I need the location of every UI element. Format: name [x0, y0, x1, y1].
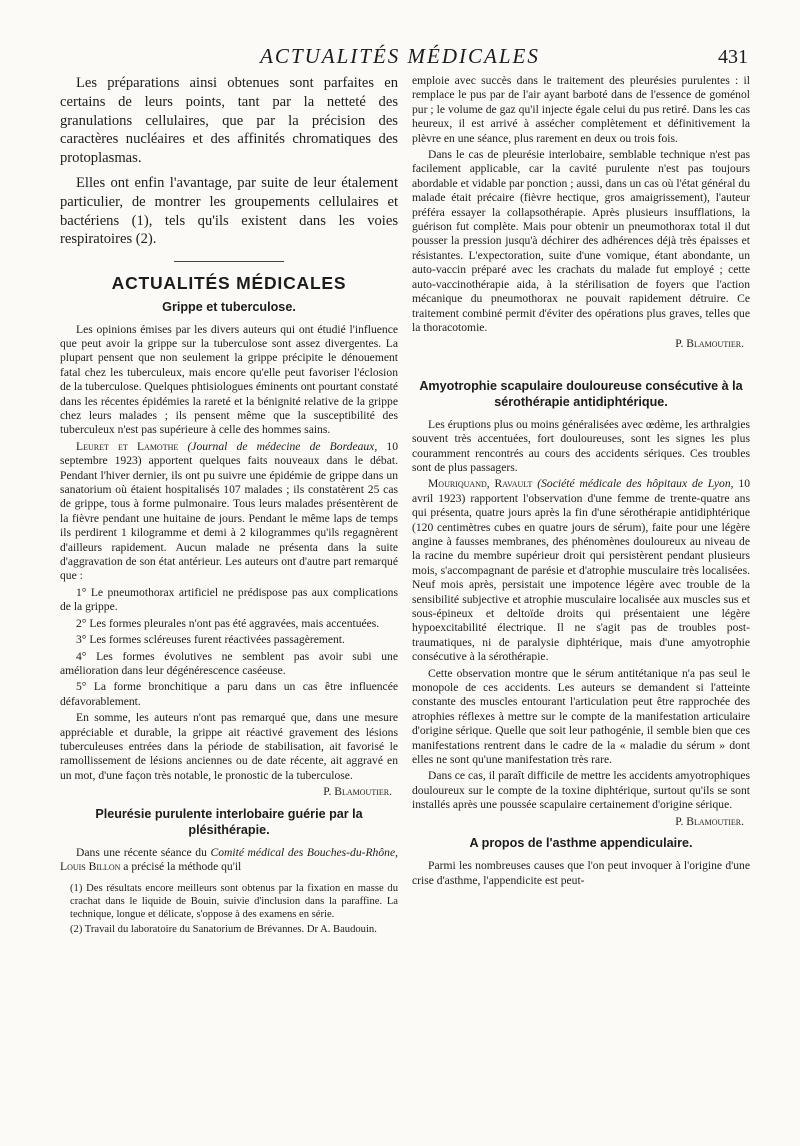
- authors: Louis Billon: [60, 859, 121, 873]
- intro-paragraph: Elles ont enfin l'avantage, par suite de leur étalement particulier, de montrer les groupements cellulaires et bactériens (1), tels qu'ils existent dans les voies respiratoires (2).: [60, 174, 398, 248]
- footnote: (1) Des résultats encore meilleurs sont obtenus par la fixation en masse du crachat dans le liquide de Bouin, suivie d'inclusion dans la paraffine. La technique, longue et délicate, s'oppose à des examens en série.: [70, 883, 398, 921]
- intro-block: [60, 74, 398, 249]
- paragraph: emploie avec succès dans le traitement des pleurésies purulentes : il remplace le pus par de l'air ayant barboté dans de l'essence de goménol pur ; le volume de gaz qu'il injecte égale celui du pus retiré. Dans les cas heureux, il est arrivé à assécher complètement et définitivement la plèvre en une séance, plus rarement en deux ou trois fois.: [412, 74, 750, 145]
- article-title-pleuresie: Pleurésie purulente interlobaire guérie par la plésithérapie.: [95, 806, 363, 837]
- article-title-asthme: A propos de l'asthme appendiculaire.: [469, 836, 693, 851]
- paragraph: Mouriquand, Ravault (Société médicale des hôpitaux de Lyon, 10 avril 1923) rapportent l'observation d'une femme de trente-quatre ans qui présenta, quatre jours après la fin d'une sérothérapie antidiphtérique (120 centimètres cubes en quatre jours de sérum), faite pour une légère angine à fausses membranes, des phénomènes douloureux au niveau de la racine du membre supérieur droit qui persistèrent pendant plusieurs mois, s'accompagnant de parésie et d'atrophie musculaire très localisées. Neuf mois après, persistait une impotence légère avec trouble de la sensibilité subjective et atrophie musculaire localisée aux muscles sus et sous-épineux et deltoïde droits qui présentaient une légère hypoexcitabilité électrique. Il ne s'agit pas de troubles post-traumatiques, ni de paralysie diphtérique, mais d'une amyotrophie consécutive à la sérothérapie.: [412, 477, 751, 664]
- authors: Leuret et Lamothe: [76, 439, 179, 453]
- right-column: [412, 74, 750, 890]
- society-citation: Comité médical des Bouches-du-Rhône,: [210, 845, 398, 859]
- signature: P. Blamoutier.: [675, 814, 744, 828]
- signature: P. Blamoutier.: [675, 337, 744, 351]
- paragraph: Parmi les nombreuses causes que l'on peut invoquer à l'origine d'une crise d'asthme, l'appendicite est peut-: [412, 859, 750, 887]
- paragraph-text: 10 septembre 1923) apportent quelques faits nouveaux dans le débat. Pendant l'hiver dernier, ils ont pu suivre une épidémie de grippe dans un sanatorium où étaient hospitalisés 107 malades ; ils constatèrent 25 cas de grippe, tous à forme pulmonaire. Tous leurs malades présentèrent de la fièvre pendant une huitaine de jours. Pendant le même laps de temps ils perdirent 1 kilogramme et demi à 2 kilogrammes qu'ils regagnèrent d'ailleurs rapidement. Aucun malade ne présenta dans la suite d'aggravation de son état antérieur. Les auteurs ont d'autre part remarqué que :: [60, 439, 398, 583]
- paragraph: Les éruptions plus ou moins généralisées avec œdème, les arthralgies souvent très accentuées, fort douloureuses, sont les signes les plus couramment rencontrés au cours des accidents sériques. Ces troubles sont de plus passagers.: [412, 417, 750, 474]
- article-title-grippe: Grippe et tuberculose.: [162, 299, 296, 314]
- signature: P. Blamoutier.: [323, 785, 392, 799]
- paragraph: Dans ce cas, il paraît difficile de mettre les accidents amyotrophiques douloureux sur le compte de la toxine diphtérique, surtout qu'ils se sont installés après une poussée scapulaire certainement d'origine sérique.: [412, 769, 750, 812]
- paragraph: Dans le cas de pleurésie interlobaire, semblable technique n'est pas facilement applicable, car la cavité purulente n'est pas toujours abordable et vidable par ponction ; aussi, dans un cas où l'état général du malade était précaire (fièvre hectique, gros amaigrissement), l'auteur préféra essayer la collapsothérapie. Après plusieurs insufflations, la guérison fut complète. Mais pour obtenir un pneumothorax total il dut pousser la pression jusqu'à déchirer des adhérences déjà très épaisses et résistantes. L'expectoration, suite d'une vomique, étant abondante, un auto-vaccin préparé avec les crachats du malade fut employé ; cette auto-vaccinothérapie aida, à la stérilisation de foyers que l'action mécanique du pneumothorax ne pouvait rapidement détruire. Ce traitement combiné permit d'éviter des opérations plus graves, telles que la thoracotomie.: [412, 148, 750, 334]
- page-number: 431: [718, 46, 748, 68]
- section-title: ACTUALITÉS MÉDICALES: [111, 273, 347, 294]
- authors: Mouriquand, Ravault: [428, 477, 533, 491]
- section-divider: [174, 261, 284, 262]
- list-item: 1° Le pneumothorax artificiel ne prédispose pas aux complications de la grippe.: [60, 585, 398, 614]
- society-citation: (Société médicale des hôpitaux de Lyon,: [537, 477, 734, 491]
- list-item: 4° Les formes évolutives ne semblent pas avoir subi une amélioration dans leur dégénérescence caséeuse.: [60, 649, 398, 677]
- paragraph: Cette observation montre que le sérum antitétanique n'a pas seul le monopole de ces accidents. Les auteurs se demandent si l'atteinte constante des muscles entourant l'articulation peut être rapprochée des atrophies réflexes à mettre sur le compte de la manifestation articulaire d'origine sérique. Quelle que soit leur pathogénie, il semble bien que ces manifestations rentrent dans le cadre de la « maladie du sérum » dont elles ne sont qu'une manifestation très rare.: [412, 666, 750, 767]
- spacer: [412, 358, 750, 372]
- paragraph: En somme, les auteurs n'ont pas remarqué que, dans une mesure appréciable et durable, la grippe ait réactivé gravement des lésions tuberculeuses entrées dans la période de stabilisation, ait favorisé le ramollissement de lésions anciennes ou de date récente, ait aggravé en un mot, d'une façon très notable, le pronostic de la tuberculose.: [60, 711, 398, 782]
- journal-citation: (Journal de médecine de Bordeaux,: [187, 439, 378, 453]
- paragraph: Les opinions émises par les divers auteurs qui ont étudié l'influence que peut avoir la grippe sur la tuberculose sont assez divergentes. La plupart pensent que non seulement la grippe précipite le dénouement fatal chez les tuberculeux, mais encore qu'elle peut favoriser l'éclosion de la tuberculose. Quelques phtisiologues éminents ont pourtant constaté dans les récentes épidémies la rareté et la bénignité relative de la grippe chez leurs malades ; ils pensent même que la susceptibilité des tuberculeux n'est pas supérieure à celle des hommes sains.: [60, 322, 398, 437]
- list-item: 5° La forme bronchitique a paru dans un cas être influencée défavorablement.: [60, 680, 398, 708]
- footnote: (2) Travail du laboratoire du Sanatorium de Brévannes. Dr A. Baudouin.: [70, 924, 377, 936]
- intro-paragraph: Les préparations ainsi obtenues sont parfaites en certains de leurs points, tant par la netteté des granulations cellulaires, que par la précision des caractères nucléaires et des affinités chromatiques des protoplasmas.: [60, 75, 398, 167]
- paragraph: [60, 440, 398, 584]
- list-item: 3° Les formes scléreuses furent réactivées passagèrement.: [76, 633, 345, 647]
- paragraph: Dans une récente séance du Comité médical des Bouches-du-Rhône, Louis Billon a précisé la méthode qu'il: [60, 845, 398, 873]
- article-title-amyotrophie: Amyotrophie scapulaire douloureuse consécutive à la sérothérapie antidiphtérique.: [419, 378, 743, 409]
- footnotes: [60, 882, 398, 936]
- list-item: 2° Les formes pleurales n'ont pas été aggravées, mais accentuées.: [76, 616, 380, 630]
- left-column: [60, 74, 398, 938]
- running-title: ACTUALITÉS MÉDICALES: [260, 44, 540, 68]
